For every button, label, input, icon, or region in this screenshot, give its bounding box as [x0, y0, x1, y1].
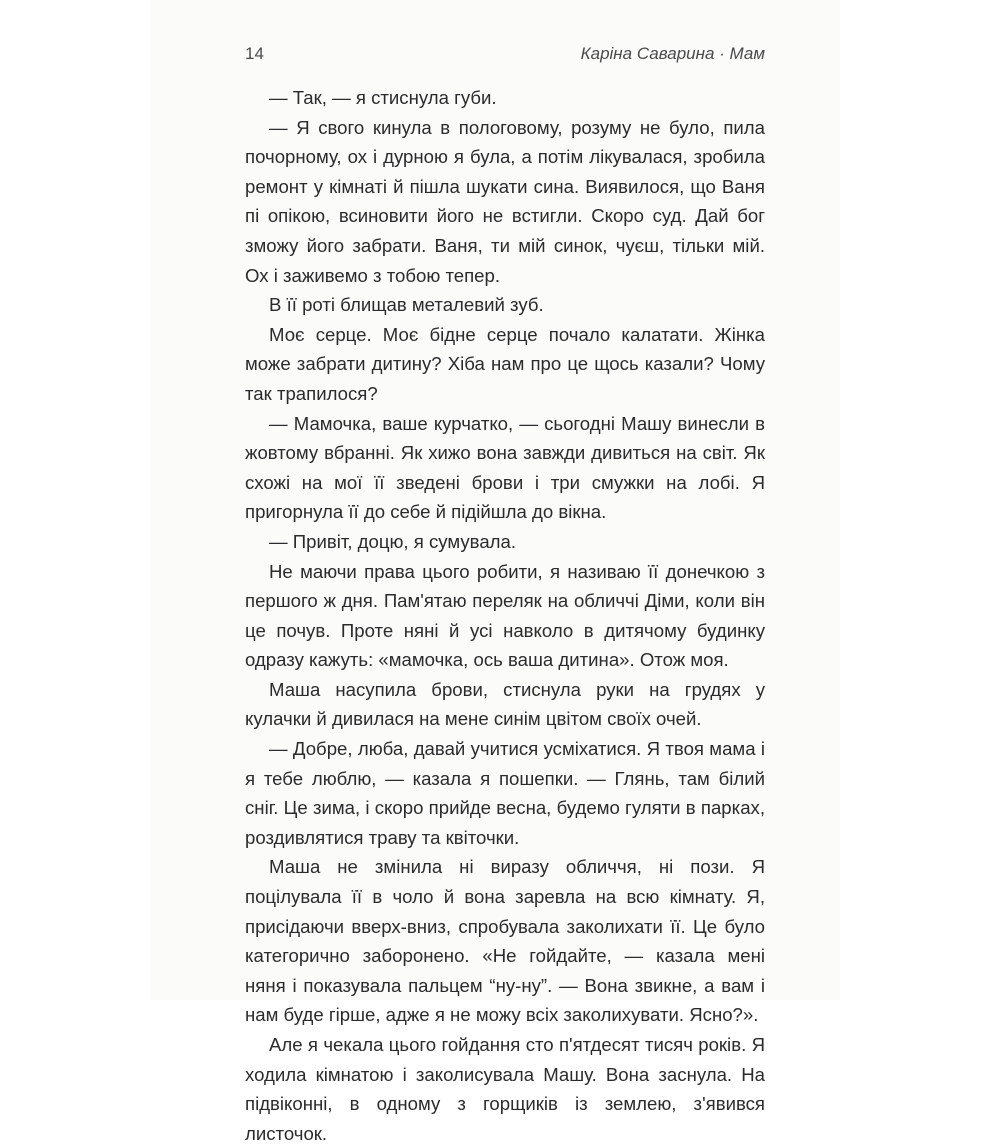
book-page [150, 0, 840, 1144]
paragraph: — Так, — я стиснула губи. [269, 87, 497, 108]
paragraph: — Мамочка, ваше курчатко, — сьогодні Машу винесли в жовтому вбранні. Як хижо вона завжди дивиться на світ. Як схожі на мої її зведені брови і три смужки на лобі. Я пригорнула її до себе й підійшла до вікна. [245, 412, 765, 523]
paragraph: Маша насупила брови, стиснула руки на грудях у кулачки й дивилася на мене синім цвітом своїх очей. [245, 678, 765, 730]
paragraph: Маша не змінила ні виразу обличчя, ні пози. Я поцілувала її в чоло й вона заревла на всю кімнату. Я, присідаючи вверх-вниз, спробувала заколихати її. Це було категорично заборонено. «Не гойдайте, — казала мені няня і показувала пальцем “ну-ну”. — Вона звикне, а вам і нам буде гірше, адже я не можу всіх заколихувати. Ясно?». [245, 856, 765, 1026]
running-title: Каріна Саварина · Мам [580, 44, 765, 63]
paragraph: — Добре, люба, давай учитися усміхатися. Я твоя мама і я тебе люблю, — казала я пошепки. — Глянь, там білий сніг. Це зима, і скоро прийде весна, будемо гуляти в парках, роздивлятися траву та квіточки. [245, 738, 765, 848]
running-head [245, 44, 765, 74]
paragraph: Але я чекала цього гойдання сто п'ятдесят тисяч років. Я ходила кімнатою і заколисувала Машу. Вона заснула. На підвіконні, в одному з горщиків із землею, з'явився листочок. [245, 1034, 765, 1144]
body-text [245, 83, 765, 1148]
paragraph: Моє серце. Моє бідне серце почало калатати. Жінка може забрати дитину? Хіба нам про це щось казали? Чому так трапилося? [245, 323, 765, 404]
paragraph: — Я свого кинула в пологовому, розуму не було, пила почорному, ох і дурною я була, а потім лікувалася, зробила ремонт у кімнаті й пішла шукати сина. Виявилося, що Ваня пі опікою, всиновити його не встигли. Скоро суд. Дай бог зможу його забрати. Ваня, ти мій синок, чуєш, тільки мій. Ох і заживемо з тобою тепер. [245, 116, 765, 286]
page-number: 14 [245, 44, 264, 63]
paragraph: — Привіт, доцю, я сумувала. [269, 530, 517, 552]
paragraph: В її роті блищав металевий зуб. [269, 294, 544, 316]
paragraph: Не маючи права цього робити, я називаю її донечкою з першого ж дня. Пам'ятаю переляк на обличчі Діми, коли він це почув. Проте няні й усі навколо в дитячому будинку одразу кажуть: «мамочка, ось ваша дитина». Отож моя. [245, 560, 765, 671]
